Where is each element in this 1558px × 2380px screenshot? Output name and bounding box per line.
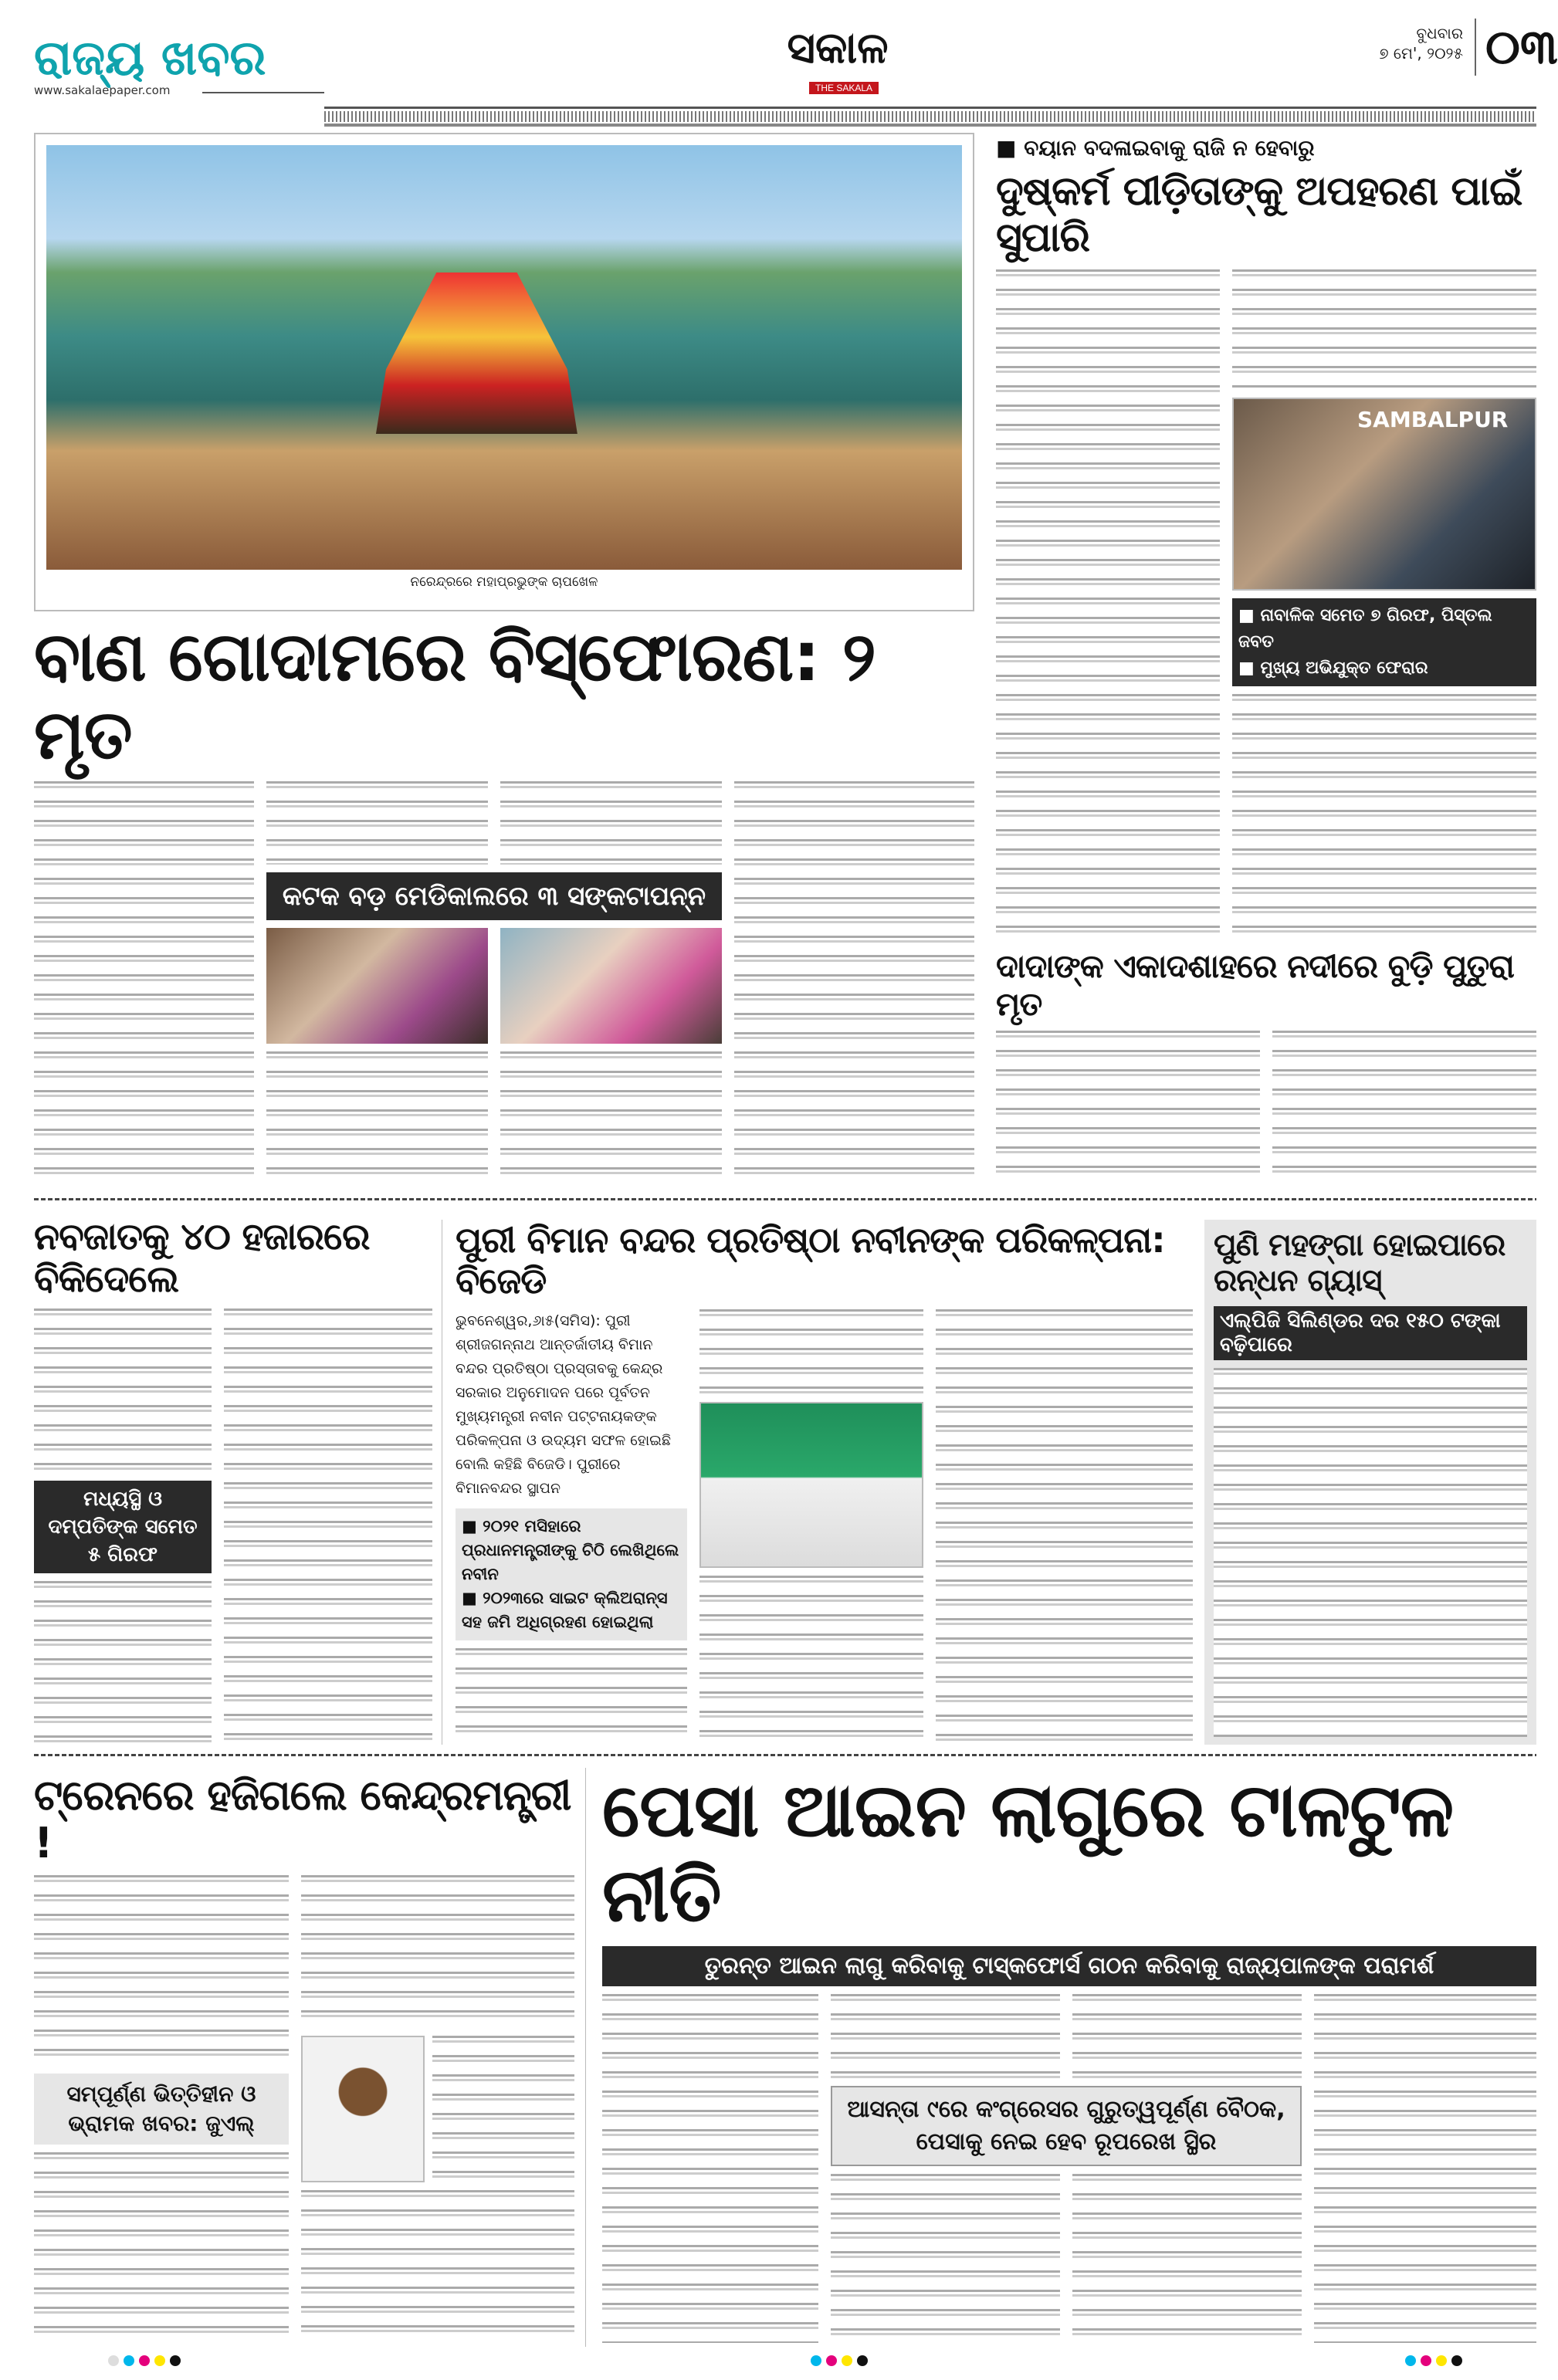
- story-body: [34, 781, 254, 1185]
- story-body: [1072, 1994, 1302, 2078]
- story-body: [500, 781, 722, 865]
- sub-headline-box: ମଧ୍ୟସ୍ଥି ଓ ଦମ୍ପତିଙ୍କ ସମେତ ୫ ଗିରଫ: [34, 1481, 212, 1573]
- column: [996, 269, 1220, 936]
- column: [734, 781, 974, 1185]
- story-columns: [831, 2174, 1302, 2343]
- column-rule: [585, 1768, 586, 2347]
- story-body: [699, 1309, 923, 1394]
- page-number: ୦୩: [1475, 19, 1558, 76]
- column: [224, 1308, 432, 1745]
- highlight-text: ନାବାଳିକ ସମେତ ୭ ଗିରଫ, ପିସ୍ତଲ ଜବତ: [1238, 606, 1492, 652]
- story-body: [224, 1308, 432, 1745]
- gas-story-box: [1204, 1220, 1536, 1745]
- story-body: [301, 2190, 574, 2343]
- story-body: [699, 1576, 923, 1745]
- issue-date: [1312, 23, 1463, 63]
- column: [1314, 1994, 1536, 2343]
- sub-headline-box: ଆସନ୍ତା ୯ରେ କଂଗ୍ରେସର ଗୁରୁତ୍ୱପୂର୍ଣ୍ଣ ବୈଠକ, ପେସାକୁ ନେଇ ହେବ ରୂପରେଖ ସ୍ଥିର: [831, 2086, 1302, 2166]
- story-columns: [34, 1308, 432, 1745]
- story-body: [936, 1309, 1193, 1745]
- column: [699, 1309, 923, 1745]
- story-body: [34, 1581, 212, 1745]
- story-columns: [34, 1875, 574, 2343]
- divider: [324, 124, 1536, 127]
- highlight-text: ୨୦୨୧ ମସିହାରେ ପ୍ରଧାନମନ୍ତ୍ରୀଙ୍କୁ ଚିଠି ଲେଖିଥିଲେ ନବୀନ: [462, 1516, 679, 1583]
- festival-image: [46, 145, 962, 570]
- story-columns: [266, 781, 722, 865]
- story-body: [34, 1308, 212, 1472]
- story-body: [1314, 1994, 1536, 2343]
- story-headline: ଦୁଷ୍କର୍ମ ପୀଡ଼ିତାଙ୍କୁ ଅପହରଣ ପାଇଁ ସୁପାରି: [996, 168, 1522, 261]
- strapline: ତୁରନ୍ତ ଆଇନ ଲାଗୁ କରିବାକୁ ଟାସ୍କଫୋର୍ସ ଗଠନ କରିବାକୁ ରାଜ୍ୟପାଳଙ୍କ ପରାମର୍ଶ: [602, 1946, 1536, 1986]
- story-columns: [34, 781, 974, 1185]
- story-headline: ପୁଣି ମହଙ୍ଗା ହୋଇପାରେ ରନ୍ଧନ ଗ୍ୟାସ୍: [1214, 1227, 1506, 1298]
- story-body: [1214, 1368, 1527, 1737]
- column: [34, 1308, 212, 1745]
- story-body: [456, 1648, 687, 1745]
- divider: [324, 107, 1536, 109]
- highlight-item: ■ ୨୦୨୧ ମସିହାରେ ପ୍ରଧାନମନ୍ତ୍ରୀଙ୍କୁ ଚିଠି ଲେଖିଥିଲେ ନବୀନ: [462, 1516, 679, 1583]
- section-title: ରାଜ୍ୟ ଖବର: [34, 29, 266, 86]
- story-columns: [831, 1994, 1302, 2078]
- story-body: [500, 1051, 722, 1185]
- print-registration-marks: [811, 2355, 872, 2365]
- column: [831, 1994, 1302, 2343]
- story-lead: ଭୁବନେଶ୍ୱର,୬ା୫(ସମିସ): ପୁରୀ ଶ୍ରୀଜଗନ୍ନାଥ ଆନ୍ତର୍ଜାତୀୟ ବିମାନ ବନ୍ଦର ପ୍ରତିଷ୍ଠା ପ୍ରସ୍ତାବକୁ କେନ୍ଦ୍ର ସରକାର ଅନୁମୋଦନ ପରେ ପୂର୍ବତନ ମୁଖ୍ୟମନ୍ତ୍ରୀ ନବୀନ ପଟ୍ଟନାୟକଙ୍କ ପରିକଳ୍ପନା ଓ ଉଦ୍ୟମ ସଫଳ ହୋଇଛି ବୋଲି କହିଛି ବିଜେଡି। ପୁରୀରେ ବିମାନବନ୍ଦର ସ୍ଥାପନ: [456, 1312, 672, 1497]
- story-headline: ପେସା ଆଇନ ଲାଗୁରେ ଟାଳଟୁଳ ନୀତି: [602, 1767, 1454, 1939]
- story-body: [432, 2036, 574, 2182]
- injured-photo: [266, 928, 488, 1044]
- kicker-text: ବୟାନ ବଦଳାଇବାକୁ ରାଜି ନ ହେବାରୁ: [1024, 135, 1315, 161]
- section-divider: [34, 1198, 1536, 1200]
- logo-tagline: THE SAKALA: [809, 82, 879, 94]
- highlights-box: [456, 1508, 687, 1640]
- print-registration-marks: [1405, 2355, 1467, 2365]
- column: [936, 1309, 1193, 1745]
- story-body: [996, 1031, 1260, 1185]
- highlight-item: ■ ନାବାଳିକ ସମେତ ୭ ଗିରଫ, ପିସ୍ତଲ ଜବତ: [1238, 606, 1492, 652]
- column: [266, 781, 722, 1185]
- press-conference-photo: [699, 1402, 923, 1568]
- airport-story: [456, 1220, 1193, 1745]
- story-body: [996, 269, 1220, 936]
- story-kicker: ■ ବୟାନ ବଦଳାଇବାକୁ ରାଜି ନ ହେବାରୁ: [996, 135, 1315, 161]
- photo-sign-text: SAMBALPUR: [1357, 407, 1509, 433]
- story-headline: ଦାଦାଙ୍କ ଏକାଦଶାହରେ ନଦୀରେ ବୁଡ଼ି ପୁତୁରା ମୃତ: [996, 947, 1514, 1023]
- story-columns: [456, 1309, 1193, 1745]
- story-columns: [266, 1051, 722, 1185]
- photo-row: [266, 928, 722, 1044]
- newborn-story: [34, 1216, 432, 1745]
- story-headline: ଟ୍ରେନରେ ହଜିଗଲେ କେନ୍ଦ୍ରମନ୍ତ୍ରୀ !: [34, 1771, 571, 1868]
- photo-caption: ନରେନ୍ଦ୍ରରେ ମହାପ୍ରଭୁଙ୍କ ଚାପଖେଳ: [410, 574, 598, 590]
- highlight-text: ମୁଖ୍ୟ ଅଭିଯୁକ୍ତ ଫେରାର: [1260, 658, 1428, 679]
- newspaper-logo: ସକାଳ: [787, 23, 889, 73]
- story-body: [34, 2152, 289, 2343]
- story-body: [831, 1994, 1060, 2078]
- story-body: [1232, 694, 1536, 936]
- story-body: [602, 1994, 818, 2343]
- story-body: [1272, 1031, 1536, 1185]
- pesa-story: [602, 1768, 1536, 2343]
- column: [602, 1994, 818, 2343]
- column: [34, 1875, 289, 2343]
- story-body: [1072, 2174, 1302, 2343]
- divider: [202, 92, 324, 93]
- minister-portrait: [301, 2036, 425, 2182]
- story-body: [831, 2174, 1060, 2343]
- highlight-item: ■ ମୁଖ୍ୟ ଅଭିଯୁକ୍ତ ଫେରାର: [1238, 658, 1428, 679]
- injured-photo: [500, 928, 722, 1044]
- story-columns: [996, 1031, 1536, 1185]
- festival-photo: [34, 133, 974, 611]
- arrest-photo: [1232, 398, 1536, 591]
- website-url[interactable]: www.sakalaepaper.com: [34, 83, 171, 97]
- minister-story: [34, 1772, 574, 2343]
- column: [456, 1309, 687, 1745]
- photo-row: [301, 2036, 574, 2182]
- story-body: [266, 781, 488, 865]
- story-headline: ନବଜାତକୁ ୪୦ ହଜାରରେ ବିକିଦେଲେ: [34, 1215, 370, 1302]
- column: [1232, 269, 1536, 936]
- decorative-stripes: [324, 111, 1536, 122]
- column: [34, 781, 254, 1185]
- chariot-boat: [376, 273, 577, 434]
- story-body: [734, 781, 974, 1185]
- kidnap-story: [996, 135, 1536, 1185]
- story-body: [1232, 269, 1536, 391]
- story-columns: [602, 1994, 1536, 2343]
- print-registration-marks: [108, 2355, 185, 2365]
- highlight-text: ୨୦୨୩ରେ ସାଇଟ କ୍ଲିଅରାନ୍ସ ସହ ଜମି ଅଧିଗ୍ରହଣ ହୋଇଥିଲା: [462, 1588, 668, 1631]
- weekday: ବୁଧବାର: [1416, 24, 1463, 42]
- story-body: [301, 1875, 574, 2028]
- story-headline: ପୁରୀ ବିମାନ ବନ୍ଦର ପ୍ରତିଷ୍ଠା ନବୀନଙ୍କ ପରିକଳ୍ପନା: ବିଜେଡି: [456, 1219, 1165, 1302]
- story-body: [34, 1875, 289, 2066]
- highlight-item: ■ ୨୦୨୩ରେ ସାଇଟ କ୍ଲିଅରାନ୍ସ ସହ ଜମି ଅଧିଗ୍ରହଣ ହୋଇଥିଲା: [462, 1588, 668, 1631]
- blast-story: [34, 618, 974, 1185]
- date: ୭ ମେ', ୨୦୨୫: [1379, 44, 1463, 63]
- sub-headline-box: ଏଲ୍‌ପିଜି ସିଲିଣ୍ଡର ଦର ୧୫୦ ଟଙ୍କା ବଢ଼ିପାରେ: [1214, 1306, 1527, 1360]
- story-body: [266, 1051, 488, 1185]
- section-divider: [34, 1754, 1536, 1756]
- highlights-box: [1232, 598, 1536, 686]
- sub-headline-box: ସମ୍ପୂର୍ଣ୍ଣ ଭିତ୍ତିହୀନ ଓ ଭ୍ରାମକ ଖବର: ଜୁଏଲ୍: [34, 2074, 289, 2145]
- story-headline: ବାଣ ଗୋଦାମରେ ବିସ୍ଫୋରଣ: ୨ ମୃତ: [34, 617, 876, 775]
- column: [301, 1875, 574, 2343]
- sub-headline-box: କଟକ ବଡ଼ ମେଡିକାଲରେ ୩ ସଙ୍କଟାପନ୍ନ: [266, 872, 722, 920]
- story-columns: [996, 269, 1536, 936]
